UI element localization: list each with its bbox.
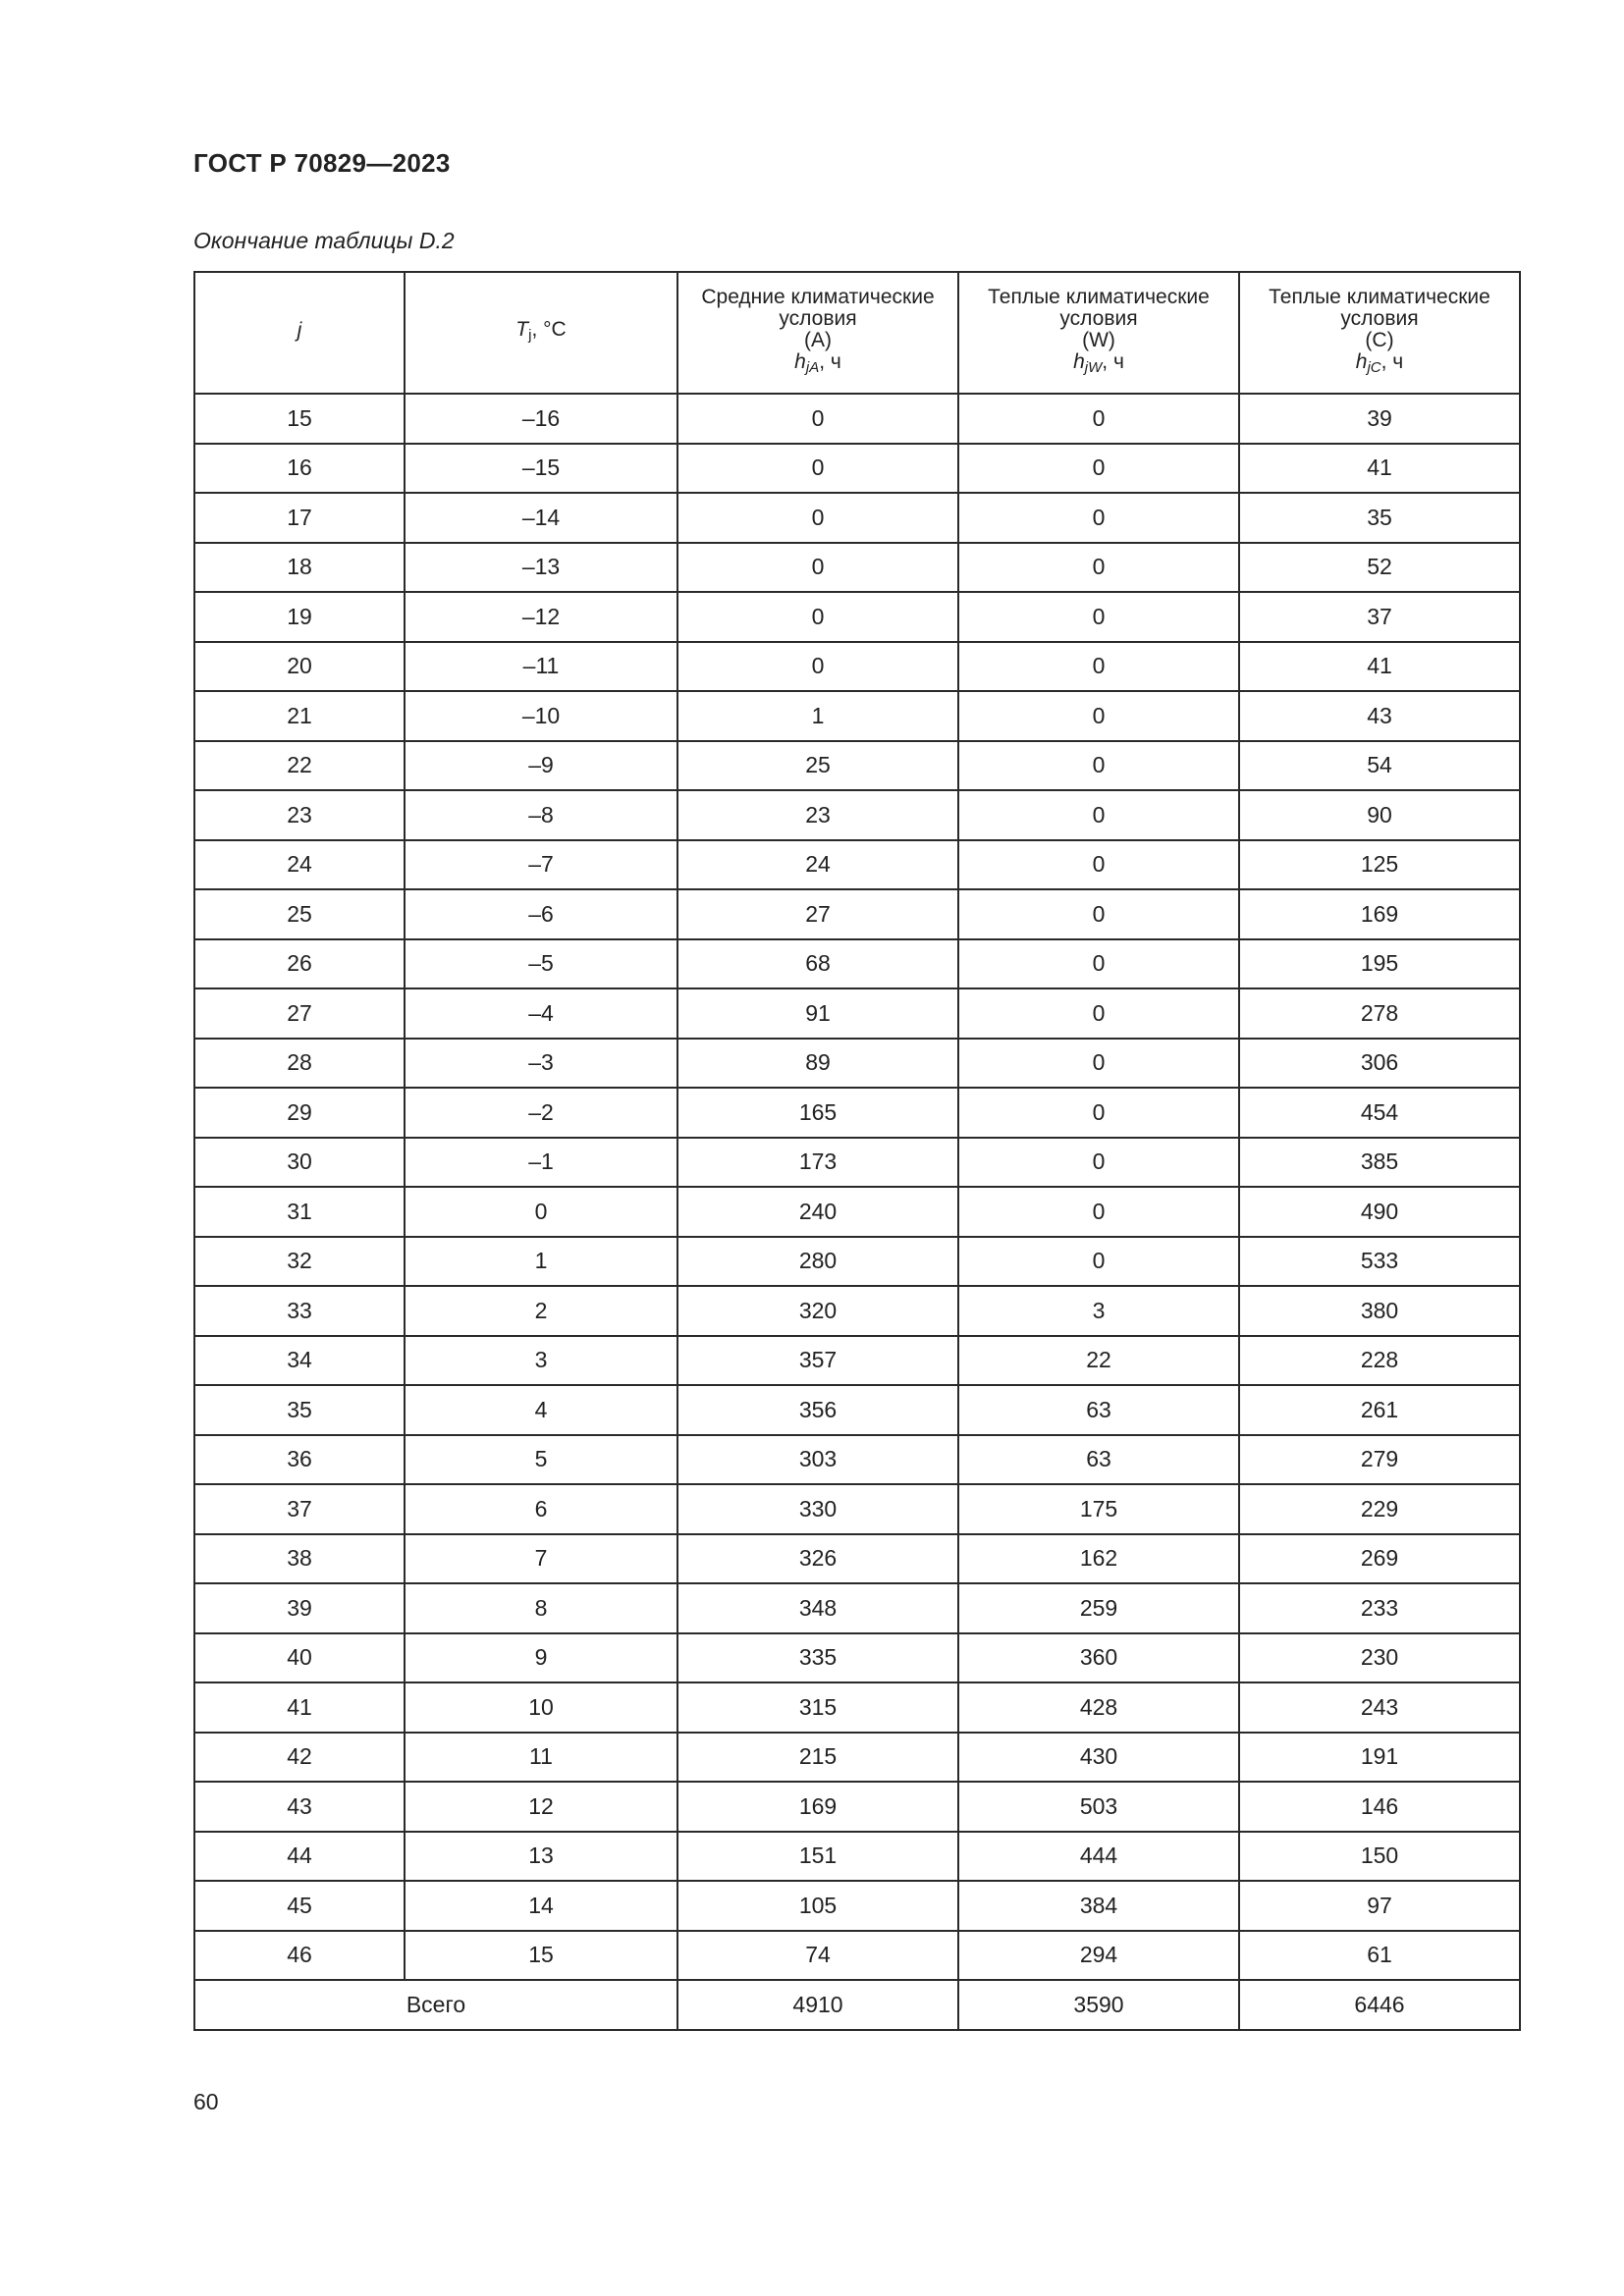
cell-hours-a: 356 bbox=[677, 1385, 958, 1435]
cell-j: 15 bbox=[194, 394, 405, 444]
cell-j: 25 bbox=[194, 889, 405, 939]
cell-hours-a: 24 bbox=[677, 840, 958, 890]
cell-hours-a: 330 bbox=[677, 1484, 958, 1534]
table-row bbox=[194, 1782, 1520, 1832]
cell-j: 36 bbox=[194, 1435, 405, 1485]
cell-hours-c: 191 bbox=[1239, 1733, 1520, 1783]
cell-hours-w: 63 bbox=[958, 1385, 1239, 1435]
cell-hours-c: 41 bbox=[1239, 444, 1520, 494]
table-row bbox=[194, 741, 1520, 791]
cell-hours-w: 0 bbox=[958, 741, 1239, 791]
cell-j: 19 bbox=[194, 592, 405, 642]
cell-hours-a: 165 bbox=[677, 1088, 958, 1138]
cell-hours-a: 326 bbox=[677, 1534, 958, 1584]
cell-j: 42 bbox=[194, 1733, 405, 1783]
cell-hours-w: 430 bbox=[958, 1733, 1239, 1783]
table-row bbox=[194, 1286, 1520, 1336]
table-row bbox=[194, 691, 1520, 741]
cell-hours-w: 0 bbox=[958, 1237, 1239, 1287]
cell-temperature: –9 bbox=[405, 741, 677, 791]
header-warm-climate-c: Теплые климатические условия (C) $h_{jC}$, ч bbox=[1239, 272, 1520, 389]
table-row bbox=[194, 790, 1520, 840]
cell-hours-c: 243 bbox=[1239, 1682, 1520, 1733]
cell-hours-c: 261 bbox=[1239, 1385, 1520, 1435]
cell-j: 16 bbox=[194, 444, 405, 494]
table-row bbox=[194, 939, 1520, 989]
total-w: 3590 bbox=[958, 1980, 1239, 2030]
cell-hours-w: 294 bbox=[958, 1931, 1239, 1981]
cell-hours-c: 490 bbox=[1239, 1187, 1520, 1237]
table-row bbox=[194, 1484, 1520, 1534]
cell-temperature: –6 bbox=[405, 889, 677, 939]
cell-temperature: 13 bbox=[405, 1832, 677, 1882]
cell-hours-a: 151 bbox=[677, 1832, 958, 1882]
cell-hours-w: 360 bbox=[958, 1633, 1239, 1683]
cell-hours-w: 0 bbox=[958, 988, 1239, 1039]
cell-hours-c: 125 bbox=[1239, 840, 1520, 890]
cell-hours-a: 303 bbox=[677, 1435, 958, 1485]
cell-hours-c: 146 bbox=[1239, 1782, 1520, 1832]
table-header-row bbox=[194, 272, 1520, 389]
cell-hours-a: 0 bbox=[677, 642, 958, 692]
cell-hours-w: 384 bbox=[958, 1881, 1239, 1931]
cell-j: 21 bbox=[194, 691, 405, 741]
cell-hours-w: 0 bbox=[958, 592, 1239, 642]
cell-hours-c: 90 bbox=[1239, 790, 1520, 840]
table-row bbox=[194, 1187, 1520, 1237]
cell-hours-c: 229 bbox=[1239, 1484, 1520, 1534]
cell-hours-c: 41 bbox=[1239, 642, 1520, 692]
total-row bbox=[194, 1980, 1520, 2030]
cell-hours-a: 335 bbox=[677, 1633, 958, 1683]
cell-hours-c: 269 bbox=[1239, 1534, 1520, 1584]
cell-temperature: 0 bbox=[405, 1187, 677, 1237]
cell-temperature: –1 bbox=[405, 1138, 677, 1188]
cell-j: 29 bbox=[194, 1088, 405, 1138]
cell-temperature: 1 bbox=[405, 1237, 677, 1287]
cell-hours-w: 63 bbox=[958, 1435, 1239, 1485]
table-row bbox=[194, 1138, 1520, 1188]
table-row bbox=[194, 1336, 1520, 1386]
cell-temperature: –8 bbox=[405, 790, 677, 840]
cell-temperature: –4 bbox=[405, 988, 677, 1039]
cell-hours-w: 175 bbox=[958, 1484, 1239, 1534]
cell-hours-c: 169 bbox=[1239, 889, 1520, 939]
cell-hours-a: 23 bbox=[677, 790, 958, 840]
cell-hours-w: 3 bbox=[958, 1286, 1239, 1336]
cell-hours-c: 533 bbox=[1239, 1237, 1520, 1287]
cell-hours-c: 61 bbox=[1239, 1931, 1520, 1981]
cell-hours-w: 0 bbox=[958, 543, 1239, 593]
cell-hours-c: 54 bbox=[1239, 741, 1520, 791]
cell-hours-a: 280 bbox=[677, 1237, 958, 1287]
cell-temperature: 8 bbox=[405, 1583, 677, 1633]
cell-hours-w: 0 bbox=[958, 840, 1239, 890]
cell-hours-a: 0 bbox=[677, 444, 958, 494]
cell-hours-c: 228 bbox=[1239, 1336, 1520, 1386]
cell-temperature: –13 bbox=[405, 543, 677, 593]
cell-j: 38 bbox=[194, 1534, 405, 1584]
cell-hours-c: 52 bbox=[1239, 543, 1520, 593]
cell-hours-a: 0 bbox=[677, 394, 958, 444]
table-row bbox=[194, 592, 1520, 642]
cell-hours-a: 105 bbox=[677, 1881, 958, 1931]
table-row bbox=[194, 1534, 1520, 1584]
cell-temperature: –15 bbox=[405, 444, 677, 494]
cell-temperature: –3 bbox=[405, 1039, 677, 1089]
table-row bbox=[194, 394, 1520, 444]
cell-hours-a: 215 bbox=[677, 1733, 958, 1783]
header-j: j bbox=[194, 272, 405, 389]
cell-hours-w: 0 bbox=[958, 444, 1239, 494]
cell-hours-a: 240 bbox=[677, 1187, 958, 1237]
cell-j: 18 bbox=[194, 543, 405, 593]
table-row bbox=[194, 1237, 1520, 1287]
cell-temperature: –5 bbox=[405, 939, 677, 989]
table-row bbox=[194, 889, 1520, 939]
cell-hours-w: 0 bbox=[958, 691, 1239, 741]
cell-hours-w: 0 bbox=[958, 493, 1239, 543]
cell-hours-w: 0 bbox=[958, 1039, 1239, 1089]
cell-hours-c: 306 bbox=[1239, 1039, 1520, 1089]
cell-j: 35 bbox=[194, 1385, 405, 1435]
cell-hours-a: 68 bbox=[677, 939, 958, 989]
cell-j: 41 bbox=[194, 1682, 405, 1733]
cell-hours-w: 162 bbox=[958, 1534, 1239, 1584]
cell-hours-a: 0 bbox=[677, 592, 958, 642]
cell-hours-w: 503 bbox=[958, 1782, 1239, 1832]
cell-temperature: 10 bbox=[405, 1682, 677, 1733]
table-row bbox=[194, 1088, 1520, 1138]
cell-hours-w: 0 bbox=[958, 790, 1239, 840]
cell-temperature: 12 bbox=[405, 1782, 677, 1832]
cell-j: 34 bbox=[194, 1336, 405, 1386]
cell-temperature: 14 bbox=[405, 1881, 677, 1931]
cell-hours-a: 0 bbox=[677, 493, 958, 543]
cell-j: 17 bbox=[194, 493, 405, 543]
cell-hours-c: 43 bbox=[1239, 691, 1520, 741]
header-temperature: $T_j$, °C bbox=[405, 272, 677, 389]
table-row bbox=[194, 840, 1520, 890]
cell-hours-w: 0 bbox=[958, 642, 1239, 692]
cell-hours-w: 259 bbox=[958, 1583, 1239, 1633]
cell-j: 22 bbox=[194, 741, 405, 791]
cell-hours-c: 150 bbox=[1239, 1832, 1520, 1882]
cell-temperature: 5 bbox=[405, 1435, 677, 1485]
header-warm-climate-w: Теплые климатические условия (W) $h_{jW}$, ч bbox=[958, 272, 1239, 389]
cell-hours-c: 380 bbox=[1239, 1286, 1520, 1336]
data-table bbox=[193, 271, 1521, 2031]
cell-j: 45 bbox=[194, 1881, 405, 1931]
cell-hours-c: 230 bbox=[1239, 1633, 1520, 1683]
header-avg-climate: Средние климатические условия (A) $h_{jA}$, ч bbox=[677, 272, 958, 389]
document-code: ГОСТ Р 70829—2023 bbox=[193, 148, 451, 178]
cell-hours-w: 428 bbox=[958, 1682, 1239, 1733]
cell-temperature: –16 bbox=[405, 394, 677, 444]
cell-temperature: 2 bbox=[405, 1286, 677, 1336]
cell-hours-c: 385 bbox=[1239, 1138, 1520, 1188]
table-body bbox=[194, 394, 1520, 2030]
cell-hours-w: 0 bbox=[958, 1187, 1239, 1237]
table-row bbox=[194, 1733, 1520, 1783]
cell-hours-w: 0 bbox=[958, 939, 1239, 989]
table-row bbox=[194, 1633, 1520, 1683]
cell-hours-w: 0 bbox=[958, 889, 1239, 939]
cell-temperature: –11 bbox=[405, 642, 677, 692]
cell-hours-a: 320 bbox=[677, 1286, 958, 1336]
cell-temperature: 3 bbox=[405, 1336, 677, 1386]
cell-hours-w: 444 bbox=[958, 1832, 1239, 1882]
table-row bbox=[194, 1385, 1520, 1435]
cell-temperature: –7 bbox=[405, 840, 677, 890]
cell-hours-w: 0 bbox=[958, 394, 1239, 444]
cell-j: 44 bbox=[194, 1832, 405, 1882]
table-row bbox=[194, 543, 1520, 593]
cell-hours-w: 0 bbox=[958, 1138, 1239, 1188]
cell-j: 27 bbox=[194, 988, 405, 1039]
table-row bbox=[194, 1931, 1520, 1981]
cell-j: 43 bbox=[194, 1782, 405, 1832]
cell-hours-c: 454 bbox=[1239, 1088, 1520, 1138]
cell-temperature: 9 bbox=[405, 1633, 677, 1683]
cell-temperature: –14 bbox=[405, 493, 677, 543]
table-row bbox=[194, 642, 1520, 692]
cell-hours-c: 39 bbox=[1239, 394, 1520, 444]
table-row bbox=[194, 1832, 1520, 1882]
cell-hours-a: 1 bbox=[677, 691, 958, 741]
cell-j: 31 bbox=[194, 1187, 405, 1237]
cell-hours-c: 278 bbox=[1239, 988, 1520, 1039]
cell-j: 33 bbox=[194, 1286, 405, 1336]
cell-j: 46 bbox=[194, 1931, 405, 1981]
cell-hours-c: 195 bbox=[1239, 939, 1520, 989]
table-row bbox=[194, 493, 1520, 543]
cell-temperature: –2 bbox=[405, 1088, 677, 1138]
table-row bbox=[194, 1039, 1520, 1089]
cell-temperature: –10 bbox=[405, 691, 677, 741]
table-row bbox=[194, 1881, 1520, 1931]
cell-j: 37 bbox=[194, 1484, 405, 1534]
cell-hours-w: 22 bbox=[958, 1336, 1239, 1386]
cell-j: 26 bbox=[194, 939, 405, 989]
cell-temperature: 11 bbox=[405, 1733, 677, 1783]
cell-temperature: 4 bbox=[405, 1385, 677, 1435]
cell-j: 30 bbox=[194, 1138, 405, 1188]
cell-j: 32 bbox=[194, 1237, 405, 1287]
cell-hours-a: 91 bbox=[677, 988, 958, 1039]
page-number: 60 bbox=[193, 2089, 219, 2114]
cell-temperature: 7 bbox=[405, 1534, 677, 1584]
total-label: Всего bbox=[194, 1980, 677, 2030]
cell-hours-c: 37 bbox=[1239, 592, 1520, 642]
cell-hours-a: 357 bbox=[677, 1336, 958, 1386]
table-row bbox=[194, 1435, 1520, 1485]
cell-hours-a: 0 bbox=[677, 543, 958, 593]
table-row bbox=[194, 1583, 1520, 1633]
cell-j: 24 bbox=[194, 840, 405, 890]
cell-temperature: –12 bbox=[405, 592, 677, 642]
cell-hours-a: 89 bbox=[677, 1039, 958, 1089]
cell-j: 40 bbox=[194, 1633, 405, 1683]
table-caption: Окончание таблицы D.2 bbox=[193, 228, 455, 253]
cell-hours-a: 315 bbox=[677, 1682, 958, 1733]
cell-j: 20 bbox=[194, 642, 405, 692]
cell-j: 28 bbox=[194, 1039, 405, 1089]
cell-j: 39 bbox=[194, 1583, 405, 1633]
cell-temperature: 6 bbox=[405, 1484, 677, 1534]
cell-hours-c: 233 bbox=[1239, 1583, 1520, 1633]
cell-hours-c: 97 bbox=[1239, 1881, 1520, 1931]
total-c: 6446 bbox=[1239, 1980, 1520, 2030]
cell-hours-a: 173 bbox=[677, 1138, 958, 1188]
cell-hours-a: 74 bbox=[677, 1931, 958, 1981]
table-row bbox=[194, 988, 1520, 1039]
cell-temperature: 15 bbox=[405, 1931, 677, 1981]
cell-hours-a: 25 bbox=[677, 741, 958, 791]
total-a: 4910 bbox=[677, 1980, 958, 2030]
table-row bbox=[194, 1682, 1520, 1733]
cell-hours-a: 348 bbox=[677, 1583, 958, 1633]
cell-hours-w: 0 bbox=[958, 1088, 1239, 1138]
table-row bbox=[194, 444, 1520, 494]
cell-j: 23 bbox=[194, 790, 405, 840]
cell-hours-a: 169 bbox=[677, 1782, 958, 1832]
cell-hours-c: 35 bbox=[1239, 493, 1520, 543]
cell-hours-a: 27 bbox=[677, 889, 958, 939]
cell-hours-c: 279 bbox=[1239, 1435, 1520, 1485]
